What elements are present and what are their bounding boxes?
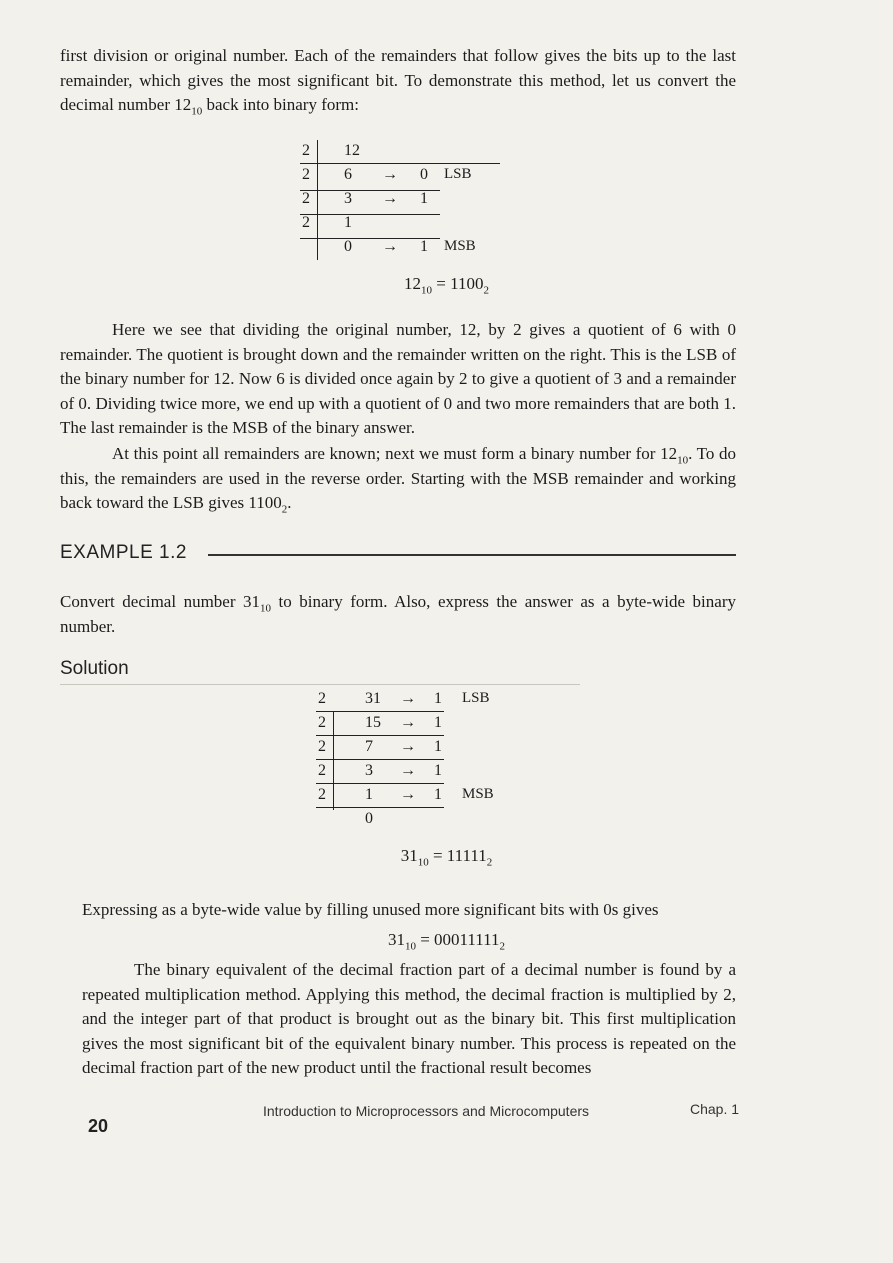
result-31-binary: $31_{10} = 11111_2$	[400, 846, 493, 869]
solution-heading: Solution	[60, 658, 129, 679]
bit-label: MSB	[462, 786, 494, 802]
quotient-cell: 15	[365, 714, 381, 731]
quotient-cell: 0	[344, 238, 352, 255]
divisor-cell: 2	[318, 786, 326, 803]
remainder-cell: 1	[434, 690, 442, 707]
reverse-order-paragraph: At this point all remainders are known; next we must form a binary number for $12_{10}$. To do this, the remainders are used in the reverse order. Starting with the MSB remainder and working back toward the LSB gives $1100_2$.	[60, 444, 737, 516]
remainder-cell: 1	[434, 738, 442, 755]
arrow-cell: →	[400, 714, 416, 731]
divisor-cell: 2	[302, 190, 310, 207]
arrow-cell: →	[382, 166, 398, 183]
remainder-cell: 1	[420, 238, 428, 255]
example-heading: EXAMPLE 1.2	[60, 542, 187, 563]
byte-wide-result: $31_{10} = 00011111_2$	[387, 930, 506, 953]
quotient-cell: 0	[365, 810, 373, 827]
quotient-cell: 1	[365, 786, 373, 803]
example-rule	[208, 554, 736, 556]
remainder-cell: 0	[420, 166, 428, 183]
divisor-cell: 2	[318, 714, 326, 731]
quotient-cell: 7	[365, 738, 373, 755]
intro-paragraph: first division or original number. Each of the remainders that follow gives the bits up to the last remainder, which gives the most significant bit. To demonstrate this method, let us convert the decimal number $12_{10}$ back into binary form:	[60, 46, 736, 118]
quotient-cell: 6	[344, 166, 352, 183]
divisor-cell: 2	[302, 214, 310, 231]
quotient-cell: 31	[365, 690, 381, 707]
arrow-cell: →	[400, 786, 416, 803]
arrow-cell: →	[400, 738, 416, 755]
chapter-label: Chap. 1	[690, 1101, 740, 1117]
arrow-cell: →	[400, 762, 416, 779]
remainder-cell: 1	[434, 762, 442, 779]
remainder-cell: 1	[434, 786, 442, 803]
divisor-cell: 2	[318, 762, 326, 779]
arrow-cell: →	[382, 190, 398, 207]
page-number: 20	[88, 1116, 109, 1136]
solution-rule	[60, 684, 580, 685]
quotient-cell: 3	[365, 762, 373, 779]
explanation-paragraph: Here we see that dividing the original number, 12, by 2 gives a quotient of 6 with 0 remainder. The quotient is brought down and the remainder written on the right. This is the LSB of the binary number for 12. Now 6 is divided once again by 2 to give a quotient of 3 and a remainder of 0. Dividing twice more, we end up with a quotient of 0 and two more remainders that are both 1. The last remainder is the MSB of the binary answer.	[60, 320, 736, 438]
divisor-cell: 2	[302, 166, 310, 183]
running-footer-title: Introduction to Microprocessors and Microcomputers	[263, 1103, 590, 1119]
remainder-cell: 1	[434, 714, 442, 731]
bit-label: MSB	[444, 238, 476, 254]
quotient-cell: 3	[344, 190, 352, 207]
divisor-cell: 2	[302, 142, 310, 159]
quotient-cell: 1	[344, 214, 352, 231]
arrow-cell: →	[400, 690, 416, 707]
bit-label: LSB	[444, 166, 472, 182]
divisor-cell: 2	[318, 690, 326, 707]
arrow-cell: →	[382, 238, 398, 255]
fraction-paragraph: The binary equivalent of the decimal fraction part of a decimal number is found by a repeated multiplication method. Applying this method, the decimal fraction is multiplied by 2, and the integer part of that product is brought out as the binary bit. This first multiplication gives the most significant bit of the equivalent binary number. This process is repeated on the decimal fraction part of the new product until the fractional result becomes	[82, 960, 736, 1078]
example-problem: Convert decimal number $31_{10}$ to binary form. Also, express the answer as a byte-wide binary number.	[60, 592, 736, 636]
divisor-cell: 2	[318, 738, 326, 755]
quotient-cell: 12	[344, 142, 360, 159]
bit-label: LSB	[462, 690, 490, 706]
byte-wide-paragraph: Expressing as a byte-wide value by filling unused more significant bits with 0s gives	[82, 900, 659, 919]
result-12-binary: $12_{10} = 1100_2$	[404, 274, 489, 297]
remainder-cell: 1	[420, 190, 428, 207]
